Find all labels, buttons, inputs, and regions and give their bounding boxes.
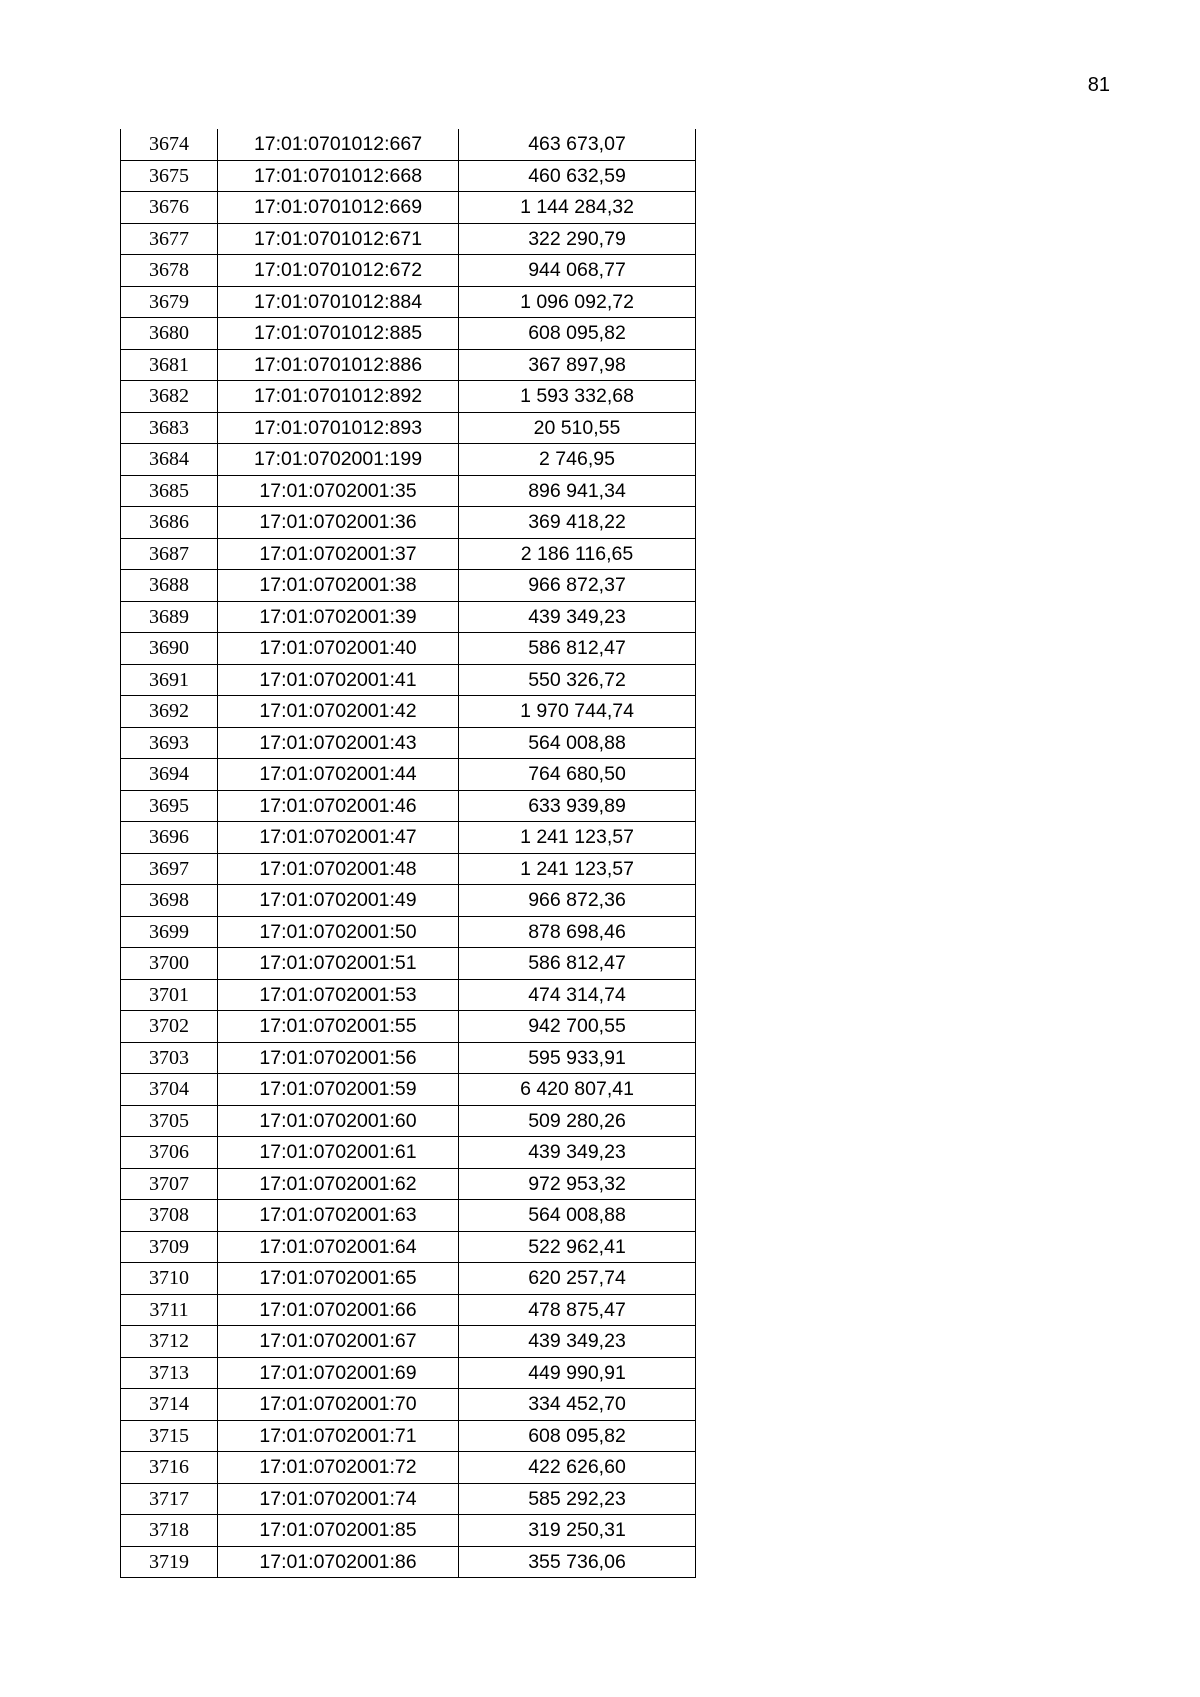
cadastral-number-cell: 17:01:0702001:70 [218, 1389, 459, 1421]
cadastral-number-cell: 17:01:0702001:51 [218, 948, 459, 980]
cadastral-number-cell: 17:01:0702001:71 [218, 1420, 459, 1452]
cadastral-number-cell: 17:01:0702001:67 [218, 1326, 459, 1358]
cadastral-number-cell: 17:01:0702001:86 [218, 1546, 459, 1578]
row-number-cell: 3683 [121, 412, 218, 444]
table-row [121, 1326, 696, 1358]
table-row [121, 192, 696, 224]
row-number-cell: 3712 [121, 1326, 218, 1358]
table-row [121, 286, 696, 318]
table-row [121, 790, 696, 822]
row-number-cell: 3716 [121, 1452, 218, 1484]
cadastral-value-cell: 764 680,50 [459, 759, 696, 791]
row-number-cell: 3681 [121, 349, 218, 381]
table-row [121, 1137, 696, 1169]
cadastral-value-cell: 564 008,88 [459, 727, 696, 759]
cadastral-value-cell: 586 812,47 [459, 948, 696, 980]
cadastral-number-cell: 17:01:0701012:885 [218, 318, 459, 350]
table-row [121, 1389, 696, 1421]
cadastral-value-cell: 1 593 332,68 [459, 381, 696, 413]
cadastral-value-cell: 319 250,31 [459, 1515, 696, 1547]
row-number-cell: 3710 [121, 1263, 218, 1295]
cadastral-value-cell: 564 008,88 [459, 1200, 696, 1232]
row-number-cell: 3705 [121, 1105, 218, 1137]
cadastral-number-cell: 17:01:0701012:669 [218, 192, 459, 224]
cadastral-value-cell: 20 510,55 [459, 412, 696, 444]
cadastral-number-cell: 17:01:0702001:72 [218, 1452, 459, 1484]
cadastral-number-cell: 17:01:0702001:53 [218, 979, 459, 1011]
cadastral-number-cell: 17:01:0702001:43 [218, 727, 459, 759]
cadastral-number-cell: 17:01:0702001:60 [218, 1105, 459, 1137]
cadastral-value-cell: 478 875,47 [459, 1294, 696, 1326]
table-row [121, 1200, 696, 1232]
table-row [121, 349, 696, 381]
table-row [121, 1515, 696, 1547]
cadastral-value-cell: 463 673,07 [459, 129, 696, 160]
row-number-cell: 3682 [121, 381, 218, 413]
cadastral-number-cell: 17:01:0701012:893 [218, 412, 459, 444]
table-row [121, 1546, 696, 1578]
row-number-cell: 3678 [121, 255, 218, 287]
row-number-cell: 3700 [121, 948, 218, 980]
cadastral-value-cell: 1 241 123,57 [459, 822, 696, 854]
table-row [121, 664, 696, 696]
page-number: 81 [1087, 74, 1110, 96]
row-number-cell: 3695 [121, 790, 218, 822]
row-number-cell: 3686 [121, 507, 218, 539]
table-row [121, 507, 696, 539]
cadastral-number-cell: 17:01:0702001:66 [218, 1294, 459, 1326]
cadastral-number-cell: 17:01:0702001:85 [218, 1515, 459, 1547]
table-row [121, 696, 696, 728]
row-number-cell: 3687 [121, 538, 218, 570]
table-row [121, 1011, 696, 1043]
row-number-cell: 3688 [121, 570, 218, 602]
table-row [121, 885, 696, 917]
table-row [121, 160, 696, 192]
row-number-cell: 3703 [121, 1042, 218, 1074]
table-row [121, 1168, 696, 1200]
table-row [121, 538, 696, 570]
row-number-cell: 3674 [121, 129, 218, 160]
table-row [121, 475, 696, 507]
row-number-cell: 3684 [121, 444, 218, 476]
row-number-cell: 3713 [121, 1357, 218, 1389]
cadastral-value-cell: 369 418,22 [459, 507, 696, 539]
cadastral-number-cell: 17:01:0701012:892 [218, 381, 459, 413]
row-number-cell: 3689 [121, 601, 218, 633]
row-number-cell: 3675 [121, 160, 218, 192]
cadastral-value-cell: 595 933,91 [459, 1042, 696, 1074]
cadastral-value-cell: 322 290,79 [459, 223, 696, 255]
row-number-cell: 3696 [121, 822, 218, 854]
cadastral-number-cell: 17:01:0702001:46 [218, 790, 459, 822]
cadastral-value-cell: 367 897,98 [459, 349, 696, 381]
cadastral-number-cell: 17:01:0701012:884 [218, 286, 459, 318]
row-number-cell: 3715 [121, 1420, 218, 1452]
cadastral-value-cell: 439 349,23 [459, 1137, 696, 1169]
cadastral-number-cell: 17:01:0701012:886 [218, 349, 459, 381]
row-number-cell: 3699 [121, 916, 218, 948]
cadastral-value-cell: 585 292,23 [459, 1483, 696, 1515]
cadastral-value-cell: 550 326,72 [459, 664, 696, 696]
table-row [121, 633, 696, 665]
cadastral-number-cell: 17:01:0702001:49 [218, 885, 459, 917]
row-number-cell: 3698 [121, 885, 218, 917]
table-row [121, 381, 696, 413]
cadastral-number-cell: 17:01:0702001:55 [218, 1011, 459, 1043]
table-row [121, 727, 696, 759]
cadastral-value-cell: 460 632,59 [459, 160, 696, 192]
cadastral-number-cell: 17:01:0702001:48 [218, 853, 459, 885]
table-row [121, 255, 696, 287]
table-row [121, 1074, 696, 1106]
row-number-cell: 3711 [121, 1294, 218, 1326]
cadastral-value-cell: 942 700,55 [459, 1011, 696, 1043]
table-row [121, 979, 696, 1011]
row-number-cell: 3692 [121, 696, 218, 728]
cadastral-value-cell: 439 349,23 [459, 1326, 696, 1358]
cadastral-number-cell: 17:01:0702001:199 [218, 444, 459, 476]
row-number-cell: 3685 [121, 475, 218, 507]
table-row [121, 1042, 696, 1074]
cadastral-value-cell: 620 257,74 [459, 1263, 696, 1295]
table-row [121, 1263, 696, 1295]
cadastral-value-cell: 1 241 123,57 [459, 853, 696, 885]
table-row [121, 318, 696, 350]
row-number-cell: 3706 [121, 1137, 218, 1169]
table-row [121, 223, 696, 255]
row-number-cell: 3690 [121, 633, 218, 665]
table-row [121, 570, 696, 602]
table-row [121, 1420, 696, 1452]
cadastral-value-table [120, 129, 696, 1578]
row-number-cell: 3707 [121, 1168, 218, 1200]
cadastral-number-cell: 17:01:0702001:65 [218, 1263, 459, 1295]
table-row [121, 822, 696, 854]
row-number-cell: 3719 [121, 1546, 218, 1578]
cadastral-number-cell: 17:01:0702001:40 [218, 633, 459, 665]
cadastral-number-cell: 17:01:0702001:63 [218, 1200, 459, 1232]
table-row [121, 759, 696, 791]
cadastral-value-cell: 972 953,32 [459, 1168, 696, 1200]
cadastral-value-cell: 439 349,23 [459, 601, 696, 633]
table-row [121, 1483, 696, 1515]
table-row [121, 1357, 696, 1389]
cadastral-value-cell: 2 746,95 [459, 444, 696, 476]
row-number-cell: 3718 [121, 1515, 218, 1547]
row-number-cell: 3691 [121, 664, 218, 696]
cadastral-value-cell: 586 812,47 [459, 633, 696, 665]
cadastral-value-cell: 449 990,91 [459, 1357, 696, 1389]
cadastral-number-cell: 17:01:0701012:672 [218, 255, 459, 287]
table-body [121, 129, 696, 1578]
table-row [121, 1452, 696, 1484]
row-number-cell: 3693 [121, 727, 218, 759]
cadastral-number-cell: 17:01:0702001:74 [218, 1483, 459, 1515]
cadastral-value-cell: 1 096 092,72 [459, 286, 696, 318]
cadastral-number-cell: 17:01:0702001:35 [218, 475, 459, 507]
cadastral-value-cell: 474 314,74 [459, 979, 696, 1011]
row-number-cell: 3708 [121, 1200, 218, 1232]
cadastral-number-cell: 17:01:0701012:667 [218, 129, 459, 160]
table-row [121, 1105, 696, 1137]
row-number-cell: 3714 [121, 1389, 218, 1421]
cadastral-value-cell: 2 186 116,65 [459, 538, 696, 570]
cadastral-value-cell: 608 095,82 [459, 1420, 696, 1452]
row-number-cell: 3676 [121, 192, 218, 224]
cadastral-number-cell: 17:01:0702001:42 [218, 696, 459, 728]
cadastral-value-cell: 422 626,60 [459, 1452, 696, 1484]
cadastral-value-cell: 966 872,37 [459, 570, 696, 602]
table-row [121, 444, 696, 476]
table-row [121, 1231, 696, 1263]
cadastral-number-cell: 17:01:0702001:37 [218, 538, 459, 570]
row-number-cell: 3704 [121, 1074, 218, 1106]
row-number-cell: 3679 [121, 286, 218, 318]
table-row [121, 948, 696, 980]
cadastral-number-cell: 17:01:0702001:47 [218, 822, 459, 854]
cadastral-value-cell: 522 962,41 [459, 1231, 696, 1263]
cadastral-number-cell: 17:01:0702001:38 [218, 570, 459, 602]
row-number-cell: 3717 [121, 1483, 218, 1515]
table-row [121, 412, 696, 444]
cadastral-number-cell: 17:01:0701012:668 [218, 160, 459, 192]
cadastral-value-cell: 944 068,77 [459, 255, 696, 287]
row-number-cell: 3709 [121, 1231, 218, 1263]
cadastral-number-cell: 17:01:0702001:69 [218, 1357, 459, 1389]
cadastral-number-cell: 17:01:0702001:44 [218, 759, 459, 791]
cadastral-number-cell: 17:01:0702001:36 [218, 507, 459, 539]
row-number-cell: 3677 [121, 223, 218, 255]
table-row [121, 129, 696, 160]
row-number-cell: 3694 [121, 759, 218, 791]
row-number-cell: 3702 [121, 1011, 218, 1043]
row-number-cell: 3680 [121, 318, 218, 350]
row-number-cell: 3697 [121, 853, 218, 885]
cadastral-value-cell: 1 970 744,74 [459, 696, 696, 728]
cadastral-number-cell: 17:01:0701012:671 [218, 223, 459, 255]
cadastral-value-cell: 334 452,70 [459, 1389, 696, 1421]
cadastral-value-cell: 355 736,06 [459, 1546, 696, 1578]
cadastral-number-cell: 17:01:0702001:64 [218, 1231, 459, 1263]
cadastral-number-cell: 17:01:0702001:50 [218, 916, 459, 948]
cadastral-number-cell: 17:01:0702001:41 [218, 664, 459, 696]
table-row [121, 1294, 696, 1326]
cadastral-value-cell: 608 095,82 [459, 318, 696, 350]
cadastral-value-cell: 509 280,26 [459, 1105, 696, 1137]
cadastral-value-cell: 6 420 807,41 [459, 1074, 696, 1106]
cadastral-number-cell: 17:01:0702001:39 [218, 601, 459, 633]
cadastral-value-cell: 896 941,34 [459, 475, 696, 507]
cadastral-value-cell: 1 144 284,32 [459, 192, 696, 224]
cadastral-value-cell: 966 872,36 [459, 885, 696, 917]
cadastral-value-cell: 633 939,89 [459, 790, 696, 822]
table-row [121, 601, 696, 633]
cadastral-number-cell: 17:01:0702001:62 [218, 1168, 459, 1200]
table-row [121, 853, 696, 885]
cadastral-number-cell: 17:01:0702001:56 [218, 1042, 459, 1074]
row-number-cell: 3701 [121, 979, 218, 1011]
cadastral-value-cell: 878 698,46 [459, 916, 696, 948]
table-row [121, 916, 696, 948]
cadastral-number-cell: 17:01:0702001:59 [218, 1074, 459, 1106]
cadastral-number-cell: 17:01:0702001:61 [218, 1137, 459, 1169]
